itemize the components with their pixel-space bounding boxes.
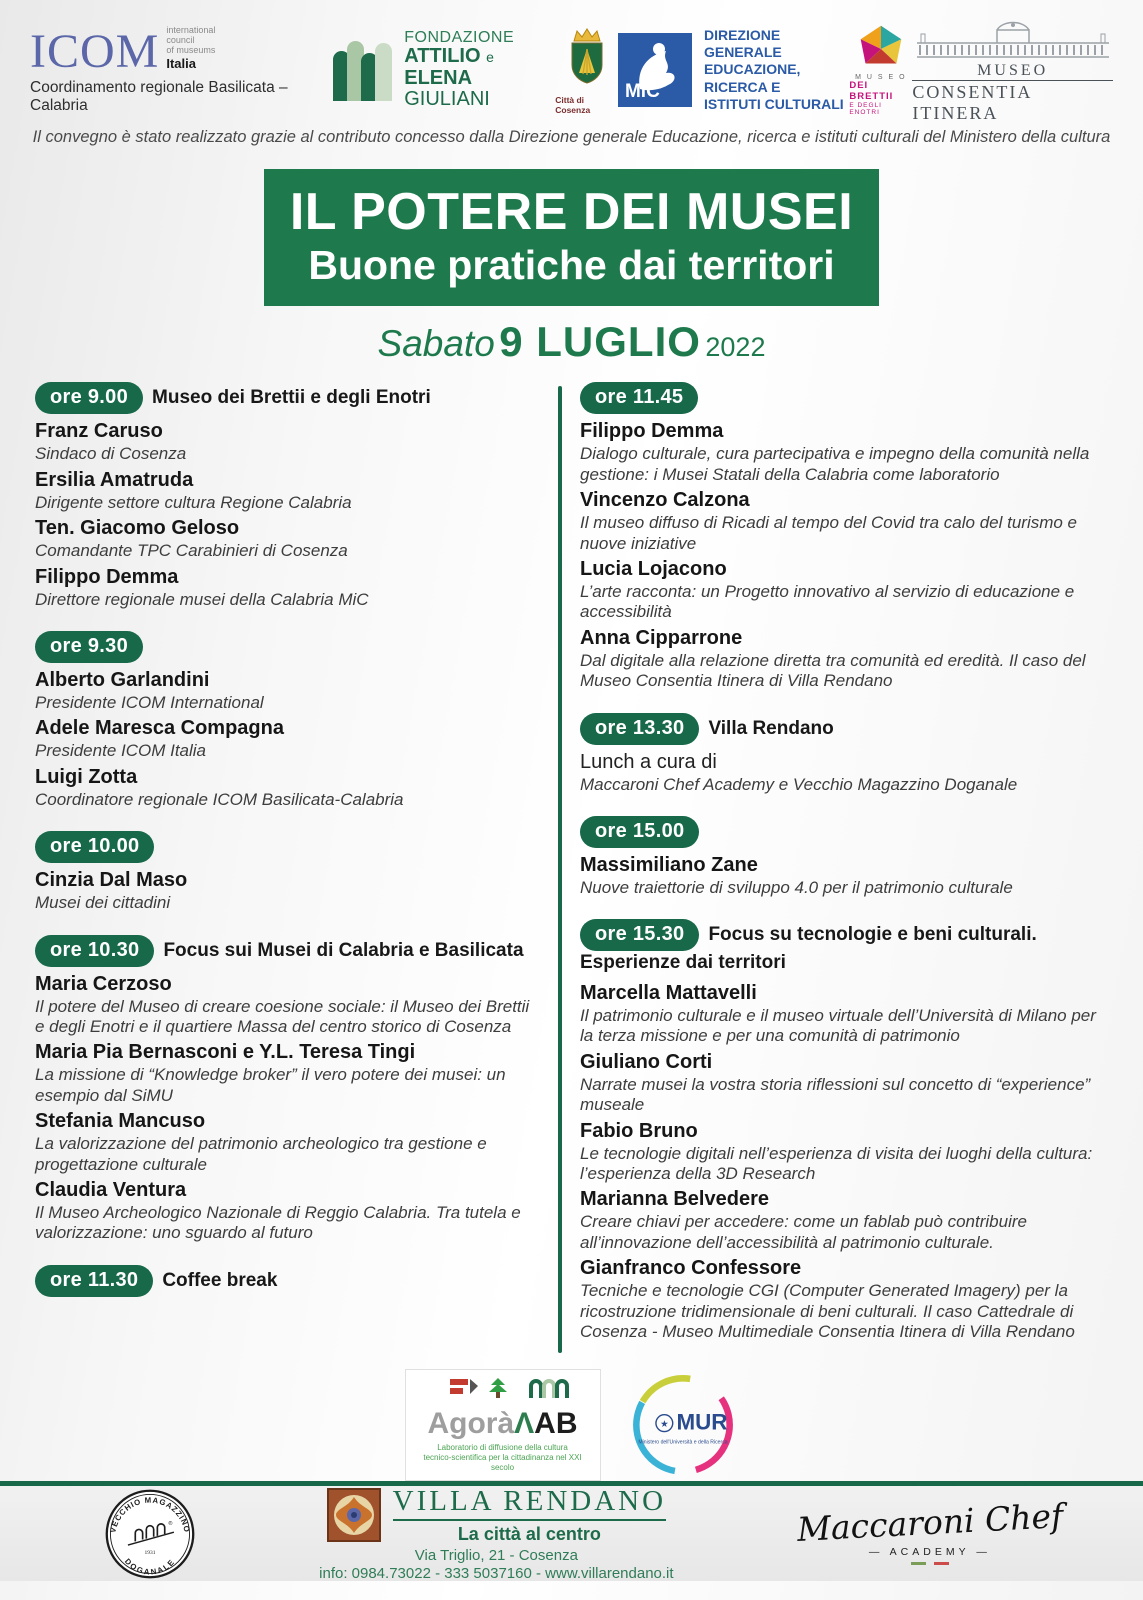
time-badge: ore 9.30: [35, 631, 143, 663]
consentia-building-icon: [913, 16, 1113, 60]
svg-text:®: ®: [168, 1520, 173, 1527]
logo-icom: [30, 25, 333, 116]
speaker-name: Giuliano Corti: [580, 1050, 713, 1073]
speaker-name: Vincenzo Calzona: [580, 489, 750, 512]
speaker-name: Marcella Mattavelli: [580, 982, 757, 1005]
footer-band: [0, 1486, 1143, 1581]
fondazione-line1: FONDAZIONE: [404, 28, 515, 46]
mic-box-icon: [618, 33, 692, 107]
speaker-name: Filippo Demma: [35, 565, 179, 588]
speaker-name: Maria Cerzoso: [35, 972, 172, 995]
talk-description: Musei dei cittadini: [35, 893, 171, 913]
schedule-section: [35, 382, 540, 610]
logo-mic: [618, 27, 849, 112]
speaker-name: Ten. Giacomo Geloso: [35, 517, 240, 540]
speaker-name: Gianfranco Confessore: [580, 1257, 802, 1280]
arches-icon: [333, 39, 392, 101]
section-header: [580, 713, 1110, 745]
consentia-line1: MUSEO: [977, 62, 1049, 79]
consentia-line2: CONSENTIA ITINERA: [912, 80, 1113, 124]
speaker-name: Marianna Belvedere: [580, 1188, 769, 1211]
schedule-section: [580, 816, 1110, 898]
cosenza-caption: Città di Cosenza: [555, 95, 591, 115]
column-divider: [558, 386, 562, 1353]
section-title: Focus su tecnologie e beni culturali. Esperienze dai territori: [580, 924, 1037, 974]
villa-rendano-name: VILLA RENDANO: [393, 1486, 666, 1520]
brettii-mosaic-icon: [851, 24, 911, 72]
logo-fondazione-giuliani: [333, 29, 555, 111]
section-header: [35, 382, 540, 414]
speaker-name: Maria Pia Bernasconi e Y.L. Teresa Tingi: [35, 1041, 416, 1064]
cosenza-crest-icon: [564, 25, 610, 93]
speaker-name: Anna Cipparrone: [580, 626, 743, 649]
time-badge: ore 15.00: [580, 816, 699, 848]
schedule-col-right: [580, 382, 1110, 1363]
speaker-name: Franz Caruso: [35, 420, 163, 443]
agoralab-caption: Laboratorio di diffusione della cultura tecnico-scientifica per la cittadinanza nel XXI secolo: [423, 1443, 582, 1473]
talk-description: Il potere del Museo di creare coesione sociale: il Museo dei Brettii e degli Enotri e il quartiere Massa del centro storico di Cosenza: [35, 996, 530, 1036]
section-header: [35, 1265, 540, 1297]
icom-italia-label: Italia: [166, 55, 196, 71]
mic-caption: DIREZIONE GENERALE EDUCAZIONE, RICERCA E ISTITUTI CULTURALI: [703, 27, 844, 112]
maccaroni-italy-dashes: [797, 1562, 1063, 1565]
talk-description: Il Museo Archeologico Nazionale di Reggio Calabria. Tra tutela e valorizzazione: uno sguardo al futuro: [35, 1202, 521, 1243]
talk-description: Direttore regionale musei della Calabria MiC: [35, 589, 369, 609]
talk-description: Tecniche e tecnologie CGI (Computer Generated Imagery) per la ricostruzione tridimensionale di beni culturali. Il caso Cattedrale di Cosenza - Museo Multimediale Consentia Itinera di Villa Rendano: [580, 1281, 1075, 1341]
speaker-name: Cinzia Dal Maso: [35, 869, 188, 892]
agoralab-wordmark: AgoràΛAB: [427, 1407, 578, 1441]
logo-agoralab: [405, 1369, 601, 1481]
intro-credit-line: Il convegno è stato realizzato grazie al contributo concesso dalla Direzione generale Educazione, ricerca e istituti culturali del Ministero della cultura: [32, 128, 1111, 146]
icom-subtext-line: council: [166, 34, 195, 45]
logo-vecchio-magazzino-doganale: [104, 1488, 196, 1580]
vmd-arc-bottom: DOGANALE: [122, 1556, 178, 1577]
time-badge: ore 10.30: [35, 935, 154, 967]
talk-description: Nuove traiettorie di sviluppo 4.0 per il patrimonio culturale: [580, 877, 1013, 897]
section-title: Focus sui Musei di Calabria e Basilicata: [163, 939, 524, 961]
event-date: [0, 318, 1143, 366]
speaker-name: Stefania Mancuso: [35, 1110, 206, 1133]
talk-description: Il patrimonio culturale e il museo virtuale dell’Università di Milano per la terza missione e per una comunità di patrimonio: [580, 1006, 1096, 1046]
fondazione-text: [404, 29, 555, 111]
schedule-section: [35, 935, 540, 1244]
villa-rendano-tile-icon: [327, 1488, 381, 1542]
talk-description: Creare chiavi per accedere: come un fablab può contribuire all’innovazione dell’accessibilità al patrimonio culturale.: [580, 1212, 1027, 1252]
section-header: [35, 831, 540, 863]
mur-caption: Ministero dell'Università e della Ricerca: [637, 1439, 728, 1446]
mur-wordmark: MUR: [675, 1409, 727, 1435]
talk-description: Comandante TPC Carabinieri di Cosenza: [35, 541, 348, 561]
title-banner: [264, 169, 879, 306]
speaker-name: Alberto Garlandini: [35, 668, 210, 691]
date-year: 2022: [705, 332, 766, 363]
time-badge: ore 13.30: [580, 713, 699, 745]
talk-description: Dirigente settore cultura Regione Calabria: [35, 492, 352, 512]
time-badge: ore 11.30: [35, 1265, 153, 1297]
brettii-line1: M U S E O: [855, 73, 907, 81]
logo-mur: [627, 1369, 739, 1481]
talk-description: Narrate musei la vostra storia riflessioni sul concetto di “experience” museale: [580, 1074, 1091, 1115]
schedule-section: [580, 919, 1110, 1342]
speaker-name: Lunch a cura di: [580, 750, 717, 773]
speaker-name: Claudia Ventura: [35, 1178, 187, 1201]
schedule: [0, 382, 1143, 1363]
logo-museo-brettii: [849, 24, 912, 117]
talk-description: La valorizzazione del patrimonio archeologico tra gestione e progettazione culturale: [35, 1134, 487, 1174]
icom-subtext-line: of museums: [166, 45, 216, 56]
speaker-name: Lucia Lojacono: [580, 557, 727, 580]
talk-description: Sindaco di Cosenza: [35, 444, 187, 464]
villa-rendano-contact: info: 0984.73022 - 333 5037160 - www.villarendano.it: [319, 1564, 674, 1582]
section-header: [580, 382, 1110, 414]
schedule-section: [35, 1265, 540, 1297]
vmd-year: 1931: [144, 1550, 156, 1557]
maccaroni-script: Maccaroni Chef: [795, 1495, 1064, 1549]
icom-subtext-line: international: [166, 24, 216, 35]
logo-villa-rendano: [196, 1486, 797, 1581]
talk-description: Presidente ICOM International: [35, 692, 264, 712]
talk-description: Presidente ICOM Italia: [35, 741, 207, 761]
speaker-name: Massimiliano Zane: [580, 853, 758, 876]
speaker-name: Adele Maresca Compagna: [35, 717, 284, 740]
speaker-name: Fabio Bruno: [580, 1119, 698, 1142]
talk-description: Maccaroni Chef Academy e Vecchio Magazzino Doganale: [580, 774, 1018, 794]
time-badge: ore 11.45: [580, 382, 698, 414]
villa-rendano-address: Via Triglio, 21 - Cosenza: [414, 1546, 578, 1564]
schedule-col-left: [35, 382, 540, 1363]
section-header: [35, 935, 540, 967]
talk-description: Il museo diffuso di Ricadi al tempo del Covid tra calo del turismo e nuove iniziative: [580, 513, 1078, 553]
vmd-arc-top: VECCHIO MAGAZZINO: [108, 1495, 192, 1534]
date-main: 9 LUGLIO: [499, 318, 701, 366]
mic-wordmark: MiC: [624, 80, 660, 102]
brettii-line2: DEI BRETTII: [849, 80, 894, 102]
section-header: [580, 919, 1110, 976]
sponsor-logos: [0, 1369, 1143, 1481]
talk-description: Dialogo culturale, cura partecipativa e impegno della comunità nella gestione: i Musei Statali della Calabria come laboratorio: [580, 444, 1090, 484]
time-badge: ore 10.00: [35, 831, 154, 863]
section-header: [580, 816, 1110, 848]
schedule-section: [35, 631, 540, 810]
title-line2: Buone pratiche dai territori: [308, 242, 835, 289]
icom-subtext: [166, 25, 215, 74]
svg-text:★: ★: [659, 1419, 669, 1430]
title-wrap: [0, 169, 1143, 306]
logo-citta-di-cosenza: [555, 25, 618, 115]
talk-description: Coordinatore regionale ICOM Basilicata-Calabria: [35, 789, 404, 809]
talk-description: L’arte racconta: un Progetto innovativo al servizio di educazione e accessibilità: [580, 581, 1075, 622]
talk-description: Dal digitale alla relazione diretta tra comunità ed eredità. Il caso del Museo Consentia Itinera di Villa Rendano: [580, 650, 1086, 691]
talk-description: La missione di “Knowledge broker” il vero potere dei musei: un esempio dal SiMU: [35, 1065, 506, 1105]
section-title: Coffee break: [162, 1269, 278, 1291]
speaker-name: Filippo Demma: [580, 420, 724, 443]
schedule-section: [580, 382, 1110, 691]
icom-caption: Coordinamento regionale Basilicata – Calabria: [30, 79, 288, 115]
brettii-line3: E DEGLI ENOTRI: [849, 102, 882, 117]
header-logos: [0, 22, 1143, 123]
section-title: Museo dei Brettii e degli Enotri: [152, 387, 431, 409]
logo-consentia-itinera: [912, 16, 1113, 124]
title-line1: IL POTERE DEI MUSEI: [289, 183, 854, 241]
schedule-section: [35, 831, 540, 913]
villa-rendano-tagline: La città al centro: [457, 1523, 601, 1544]
speaker-name: Ersilia Amatruda: [35, 468, 194, 491]
icom-wordmark: ICOM: [30, 25, 160, 79]
time-badge: ore 9.00: [35, 382, 143, 414]
talk-description: Le tecnologie digitali nell’esperienza di visita dei luoghi della cultura: l’esperienza della 3D Research: [580, 1143, 1093, 1183]
fondazione-line2: ATTILIO e ELENA: [404, 45, 494, 89]
time-badge: ore 15.30: [580, 919, 699, 951]
schedule-section: [580, 713, 1110, 795]
fondazione-line3: GIULIANI: [404, 88, 490, 111]
agoralab-icons: [428, 1376, 578, 1402]
footer: [0, 1481, 1143, 1581]
speaker-name: Luigi Zotta: [35, 765, 138, 788]
logo-maccaroni-chef-academy: [795, 1495, 1064, 1565]
date-day: Sabato: [377, 323, 495, 365]
section-header: [35, 631, 540, 663]
section-title: Villa Rendano: [708, 717, 834, 739]
maccaroni-academy-label: — ACADEMY —: [868, 1545, 991, 1558]
